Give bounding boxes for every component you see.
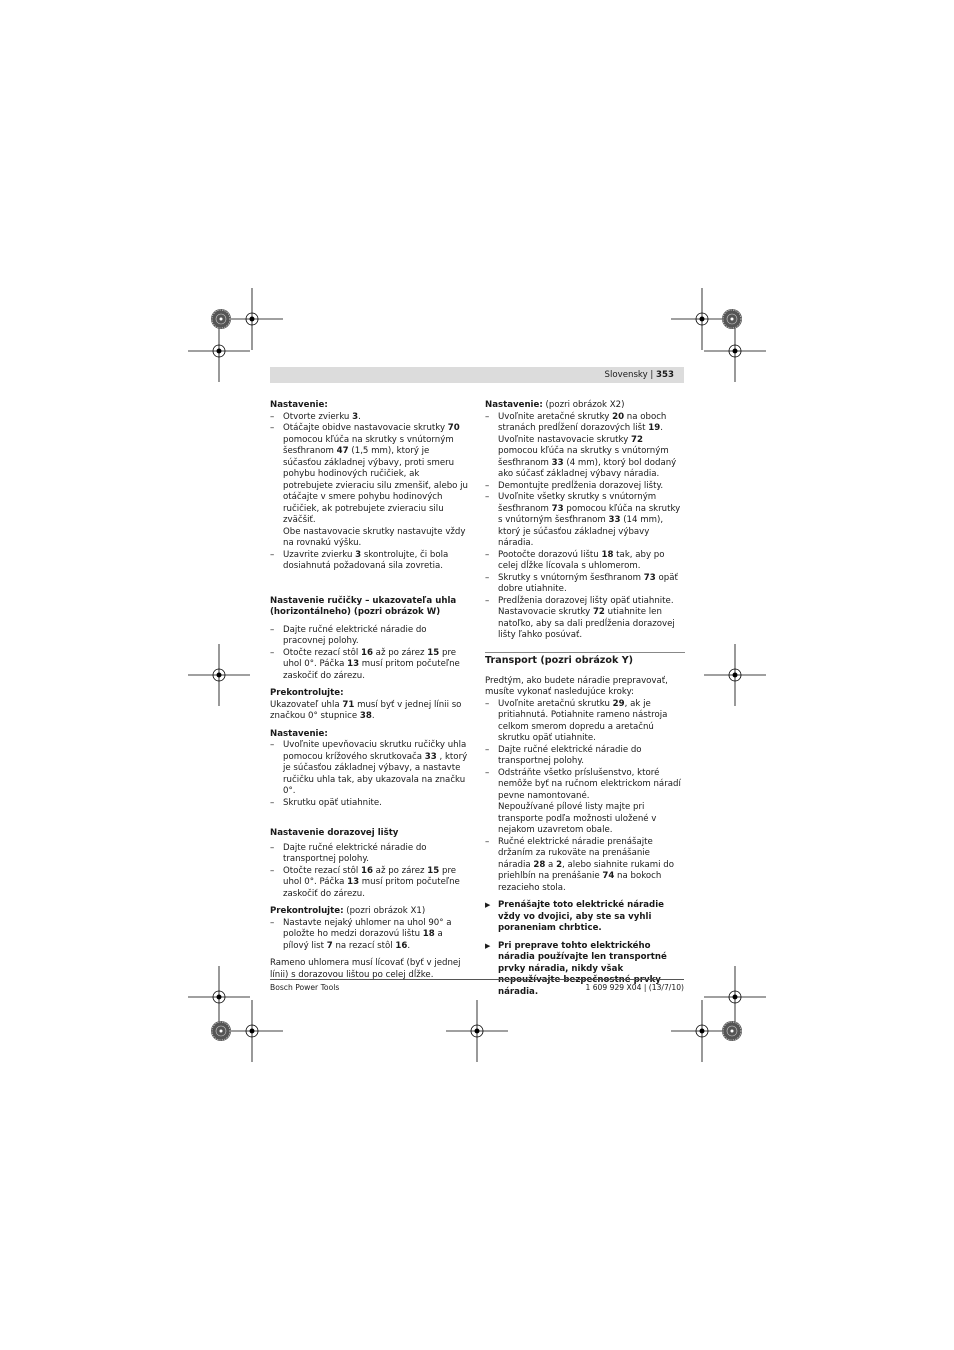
text-run: pomocou kľúča na skrutky s vnútorným šesťhranom [498,503,681,525]
list-item [270,798,470,810]
check-heading: Prekontrolujte: [270,688,344,698]
reference-number: 20 [612,411,625,422]
reference-number: 18 [422,929,435,939]
text-run: (4 mm), ktorý bol dodaný ako súčasť základnej výbavy náradia. [498,457,677,479]
text-run: Skrutky s vnútorným šesťhranom [498,572,644,583]
header-language: Slovensky [604,370,648,380]
list-item [485,768,685,837]
reference-number: 3 [355,549,362,560]
text-run: Skrutku opäť utiahnite. [283,797,382,808]
list-item [485,837,685,895]
text-run: tak, aby po celej dĺžke lícovala s uhlomerom. [498,549,665,571]
text-run: . [407,940,411,951]
reference-number: 70 [447,423,460,433]
warning-item-1: ▶ Prenášajte toto elektrické náradie vždy vo dvojici, aby ste sa vyhli poraneniam chrbtice. [485,900,685,935]
text-run: Uvoľnite aretačné skrutky [498,411,613,422]
reference-number: 33 [551,457,564,468]
text-run: až po zárez [372,865,428,876]
settings-heading-2: Nastavenie: [270,728,328,739]
dial-mark-top-left [211,309,231,329]
text-run: . [371,711,375,721]
transport-intro: Predtým, ako budete náradie prepravovať, musíte vykonať nasledujúce kroky: [485,675,668,698]
transport-list [485,699,685,895]
angle-pointer-list [270,625,470,683]
list-item [270,918,470,953]
text-run: Uvoľnite aretačnú skrutku [498,698,613,709]
reference-number: 18 [601,549,614,560]
reference-number: 16 [395,940,408,951]
reference-number: 19 [648,423,661,433]
text-run: Uvoľnite upevňovaciu skrutku ručičky uhla pomocou krížového skrutkovača [283,740,467,762]
reference-number: 33 [424,751,437,762]
text-run: Demontujte predĺženia dorazovej lišty. [498,480,664,491]
warning-item-2: ▶ Pri preprave tohto elektrického náradia používajte len transportné prvky náradia, nikdy však nepoužívajte bezpečnostné prvky náradia. [485,941,685,999]
list-item-note: Obe nastavovacie skrutky nastavujte vždy na rovnakú výšku. [283,526,466,548]
text-run: Dajte ručné elektrické náradie do pracovnej polohy. [283,624,427,646]
list-item [485,573,685,596]
text-run: . Uvoľnite nastavovacie skrutky [498,423,663,445]
fence-heading: Nastavenie dorazovej lišty [270,828,399,838]
reference-number: 13 [347,659,360,669]
text-run: Pootočte dorazovú lištu [498,549,602,560]
settings-list-2 [270,740,470,809]
text-run: Ručné elektrické náradie prenášajte držaním za rukoväte na prenášanie náradia [498,836,653,870]
footer-brand: Bosch Power Tools [270,983,340,992]
text-run: až po zárez [372,647,428,658]
text-run: Otáčajte obidve nastavovacie skrutky [283,423,448,433]
text-run: musí pritom počuteľne zaskočiť do zárezu. [283,659,460,681]
page-footer [270,979,684,992]
header-separator: | [647,370,657,380]
text-run: Odstráňte všetko príslušenstvo, ktoré nemôže byť na ručnom elektrickom náradí pevne namontované. [498,767,681,801]
page-header [270,367,684,383]
page-number: 353 [656,370,674,380]
text-run: na bokoch rezacieho stola. [498,871,662,893]
text-run: musí byť v jednej línii so značkou 0° stupnice [270,699,462,721]
transport-heading: Transport (pozri obrázok Y) [485,652,685,667]
text-run: Uvoľnite všetky skrutky s vnútorným šesťhranom [498,492,657,514]
list-item [270,740,470,798]
settings-heading-right: Nastavenie: [485,400,543,410]
text-run: utiahnite len natoľko, aby sa dali predĺženia dorazovej lišty ľahko posúvať. [498,607,675,640]
dial-mark-bottom-right [722,1021,742,1041]
settings-list [270,412,470,573]
right-column [485,400,685,998]
text-run: Ukazovateľ uhla [270,699,343,710]
list-item [485,481,685,493]
text-run: Nastavte nejaký uhlomer na uhol 90° a položte ho medzi dorazovú lištu [283,917,452,939]
list-item [485,492,685,550]
crosshair-mark-middle-left [188,644,250,706]
reference-number: 15 [427,647,440,658]
crosshair-mark-middle-right [704,644,766,706]
reference-number: 3 [352,411,359,422]
crosshair-mark-bottom-left-upper [188,966,250,1028]
text-run: , ktorý je súčasťou základnej výbavy, a nastavte ručičku uhla tak, aby ukazovala na značku 0°. [283,751,468,796]
text-run: Dajte ručné elektrické náradie do transportnej polohy. [283,842,427,864]
list-item [270,843,470,866]
reference-number: 15 [427,865,440,876]
dial-mark-top-right [722,309,742,329]
settings-list-right [485,412,685,642]
text-run: Predĺženia dorazovej lišty opäť utiahnite. Nastavovacie skrutky [498,595,674,617]
list-item [485,596,685,642]
check-heading-2: Prekontrolujte: [270,906,344,916]
crosshair-mark-bottom-center [446,1000,508,1062]
list-item-note: Nepoužívané pílové listy majte pri transporte podľa možnosti uložené v nejakom uzavretom obale. [498,802,657,836]
settings-heading-right-line [485,400,685,412]
reference-number: 72 [592,607,605,617]
fence-list [270,843,470,901]
angle-pointer-heading: Nastavenie ručičky – ukazovateľa uhla (horizontálneho) (pozri obrázok W) [270,595,457,617]
check-ref-2: (pozri obrázok X1) [343,906,426,916]
dial-mark-bottom-left [211,1021,231,1041]
list-item [485,412,685,481]
text-run: (14 mm), ktorý je súčasťou základnej výbavy náradia. [498,515,664,548]
list-item [485,550,685,573]
text-run: Dajte ručné elektrické náradie do transportnej polohy. [498,744,642,767]
text-run: Uzavrite zvierku [283,549,356,560]
left-column [270,400,470,981]
text-run: pomocou kľúča na skrutky s vnútorným šesťhranom [283,434,454,456]
reference-number: 16 [360,647,373,658]
protractor-text: Rameno uhlomera musí lícovať (byť v jednej línii) s dorazovou lištou po celej dĺžke. [270,958,461,980]
reference-number: 72 [631,434,643,445]
text-run: , ak je pritiahnutá. Potiahnite rameno nástroja celkom smerom dopredu a aretačnú skrutku opäť utiahnite. [498,698,668,744]
text-run: Otvorte zvierku [283,411,353,422]
text-run: Otočte rezací stôl [283,647,361,658]
check-heading-2-line [270,906,470,918]
crosshair-mark-bottom-right-upper [704,966,766,1028]
check-text [270,700,470,723]
reference-number: 33 [608,515,621,525]
reference-number: 38 [359,711,372,721]
list-item [485,699,685,745]
text-run: . [358,411,361,422]
reference-number: 74 [602,871,615,882]
reference-number: 47 [336,446,349,456]
reference-number: 13 [347,877,360,887]
text-run: na oboch stranách predĺžení dorazových lišt [498,411,667,433]
reference-number: 73 [551,503,564,514]
text-run: a [545,859,557,870]
text-run: opäť dobre utiahnite. [498,572,678,594]
text-run: pomocou kľúča na skrutky s vnútorným šesťhranom [498,446,669,468]
crosshair-mark-top-left-lower [188,320,250,382]
list-item [270,866,470,901]
settings-heading: Nastavenie: [270,400,328,410]
settings-ref-right: (pozri obrázok X2) [542,400,625,410]
text-run: a pílový list [283,929,443,951]
reference-number: 73 [643,572,656,583]
crosshair-mark-top-right-lower [704,320,766,382]
header-text [605,367,674,383]
reference-number: 28 [533,859,546,870]
list-item [270,412,470,424]
check-list-2 [270,918,470,953]
list-item [270,423,470,550]
footer-doc-id: 1 609 929 X04 | (13/7/10) [585,983,684,992]
reference-number: 7 [326,940,333,951]
reference-number: 29 [612,698,625,709]
text-run: musí pritom počuteľne zaskočiť do zárezu. [283,877,460,899]
list-item [270,550,470,573]
list-item [485,745,685,768]
list-item [270,625,470,648]
text-run: skontrolujte, či bola dosiahnutá požadovaná sila zovretia. [283,549,449,571]
text-run: na rezací stôl [332,940,396,951]
reference-number: 16 [360,865,373,876]
reference-number: 71 [342,699,355,710]
text-run: pre uhol 0°. Páčka [283,865,457,887]
reference-number: 2 [556,859,563,870]
text-run: Otočte rezací stôl [283,865,361,876]
text-run: pre uhol 0°. Páčka [283,647,457,669]
text-run: , alebo siahnite rukami do priehlbín na prenášanie [498,859,674,882]
text-run: (1,5 mm), ktorý je súčasťou základnej výbavy, proti smeru pohybu hodinových ručičiek, ak potrebujete zvieraciu silu zmenšiť, alebo ju otáčajte v smere pohybu hodinových ručičiek, ak potrebujete zvieraciu silu zväčšiť. [283,446,469,525]
list-item [270,648,470,683]
